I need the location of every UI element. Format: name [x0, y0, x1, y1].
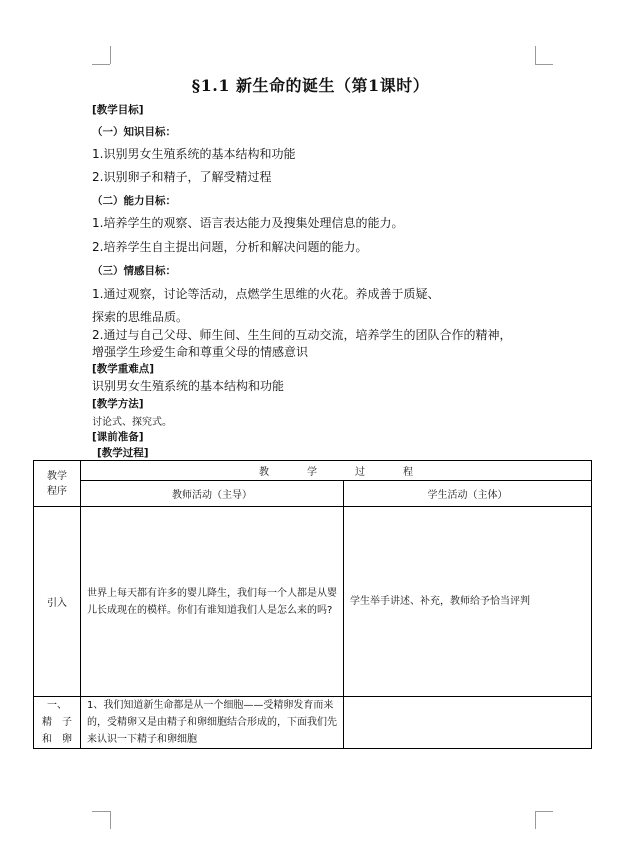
stage-line-1: 一、: [47, 700, 67, 711]
method-text: 讨论式、探究式。: [92, 417, 172, 428]
ability-item-1: 1.培养学生的观察、语言表达能力及搜集处理信息的能力。: [92, 216, 404, 230]
section-process: [教学过程]: [97, 447, 149, 459]
stage-cell: [34, 697, 81, 749]
emotion-item-1-cont: 探索的思维品质。: [92, 310, 189, 324]
ability-heading: （二）能力目标：: [92, 195, 176, 207]
ability-item-2: 2.培养学生自主提出问题，分析和解决问题的能力。: [92, 240, 368, 254]
student-activity-cell: [344, 507, 592, 697]
knowledge-item-1: 1.识别男女生殖系统的基本结构和功能: [92, 147, 296, 161]
knowledge-heading: （一）知识目标：: [92, 126, 176, 138]
table-subheader-row: [34, 481, 592, 507]
emotion-heading: （三）情感目标：: [92, 265, 176, 277]
program-header-cell: [34, 461, 81, 507]
section-key-points: [教学重难点]: [92, 363, 155, 375]
emotion-item-2-cont: 增强学生珍爱生命和尊重父母的情感意识: [92, 345, 309, 359]
teacher-activity-cell: [81, 697, 344, 749]
section-prep: [课前准备]: [92, 431, 144, 443]
emotion-item-2: 2.通过与自己父母、师生间、生生间的互动交流，培养学生的团队合作的精神，: [92, 328, 512, 342]
teacher-activity-text: 1、我们知道新生命都是从一个细胞——受精卵发育而来的，受精卵又是由精子和卵细胞结合形成的，下面我们先来认识一下精子和卵细胞: [87, 700, 337, 745]
program-header-line-2: 程序: [47, 485, 67, 497]
section-goals: [教学目标]: [92, 104, 144, 116]
process-header-cell: [81, 461, 592, 481]
teacher-activity-cell: [81, 507, 344, 697]
key-points-text: 识别男女生殖系统的基本结构和功能: [92, 379, 285, 393]
table-row: [34, 507, 592, 697]
knowledge-item-2: 2.识别卵子和精子，了解受精过程: [92, 170, 272, 184]
student-activity-text: 学生举手讲述、补充，教师给予恰当评判: [350, 596, 530, 607]
stage-cell: 引入: [34, 507, 81, 697]
teacher-activity-header: 教师活动（主导）: [81, 481, 344, 507]
table-row: [34, 697, 592, 749]
table-header-row: [34, 461, 592, 481]
student-activity-header: 学生活动（主体）: [344, 481, 592, 507]
teacher-activity-text: 世界上每天都有许多的婴儿降生，我们每一个人都是从婴儿长成现在的模样。你们有谁知道我们人是怎么来的吗?: [87, 587, 337, 616]
program-header-line-1: 教学: [47, 470, 67, 482]
teaching-process-table: [33, 460, 592, 749]
student-activity-cell: [344, 697, 592, 749]
stage-line-2: 精 子: [42, 717, 72, 728]
stage-line-3: 和 卵: [42, 734, 72, 745]
emotion-item-1: 1.通过观察，讨论等活动，点燃学生思维的火花。养成善于质疑、: [92, 287, 440, 301]
page-title: §1.1 新生命的诞生（第1课时）: [191, 76, 430, 95]
section-method: [教学方法]: [92, 398, 144, 410]
process-header: 教学过程: [259, 467, 451, 478]
